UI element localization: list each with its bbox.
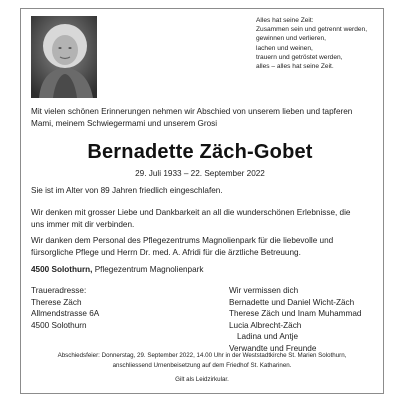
intro-line: Mami, meinem Schwiegermami und unserem Grosi xyxy=(31,119,218,128)
funeral-line: anschliessend Urnenbeisetzung auf dem Friedhof St. Katharinen. xyxy=(112,361,292,369)
paragraph-thanks xyxy=(31,235,381,259)
quote-line: lachen und weinen, xyxy=(256,44,313,52)
funeral-info xyxy=(24,351,380,385)
portrait-photo xyxy=(31,16,97,98)
address-line: Allmendstrasse 6A xyxy=(31,309,100,318)
address-line: Therese Zäch xyxy=(31,297,82,307)
quote-line: trauern und getröstet werden, xyxy=(256,53,343,61)
place-facility: Pflegezentrum Magnolienpark xyxy=(94,265,204,274)
mourner-line: Verwandte und Freunde xyxy=(229,343,317,353)
paragraph-line: Wir denken mit grosser Liebe und Dankbarkeit an all die wunderschönen Erlebnisse, die xyxy=(31,208,351,217)
funeral-line: Abschiedsfeier: Donnerstag, 29. September 2022, 14.00 Uhr in der Weststadtkirche St. Marien Solothurn, xyxy=(57,352,347,359)
portrait-image xyxy=(31,16,97,98)
place-line xyxy=(31,264,381,276)
quote-line: Alles hat seine Zeit: xyxy=(256,17,314,24)
quote-line: gewinnen und verlieren, xyxy=(256,35,327,43)
life-dates: 29. Juli 1933 – 22. September 2022 xyxy=(135,169,265,178)
paragraph-memories xyxy=(31,207,381,231)
paragraph-line: uns immer mit dir verbinden. xyxy=(31,220,135,229)
mourner-line: Lucia Albrecht-Zäch xyxy=(229,320,302,330)
deceased-name: Bernadette Zäch-Gobet xyxy=(87,141,313,163)
address-line: Traueradresse: xyxy=(31,286,87,295)
mourning-address xyxy=(31,285,99,331)
quote-line: alles – alles hat seine Zeit. xyxy=(256,63,334,71)
mourner-line: Bernadette und Daniel Wicht-Zäch xyxy=(229,297,355,307)
mourner-line: Wir vermissen dich xyxy=(229,286,299,295)
circular-note: Gilt als Leidzirkular. xyxy=(175,376,229,383)
address-line: 4500 Solothurn xyxy=(31,320,87,330)
mourners-list xyxy=(229,285,361,354)
quote-line: Zusammen sein und getrennt werden, xyxy=(256,26,368,34)
paragraph-line: Wir danken dem Personal des Pflegezentrums Magnolienpark für die liebevolle und xyxy=(31,236,334,245)
quote-block xyxy=(256,16,386,71)
mourner-line: Therese Zäch und Inam Muhammad xyxy=(229,309,362,318)
place-city: 4500 Solothurn, xyxy=(31,265,93,274)
intro-line: Mit vielen schönen Erinnerungen nehmen wir Abschied von unserem lieben und tapferen xyxy=(31,107,353,116)
paragraph-line: fürsorgliche Pflege und Herrn Dr. med. A. Afridi für die ärztliche Betreuung. xyxy=(31,248,301,257)
paragraph-passing: Sie ist im Alter von 89 Jahren friedlich eingeschlafen. xyxy=(31,186,223,195)
mourner-line: Ladina und Antje xyxy=(237,332,299,341)
intro-text xyxy=(31,106,383,130)
